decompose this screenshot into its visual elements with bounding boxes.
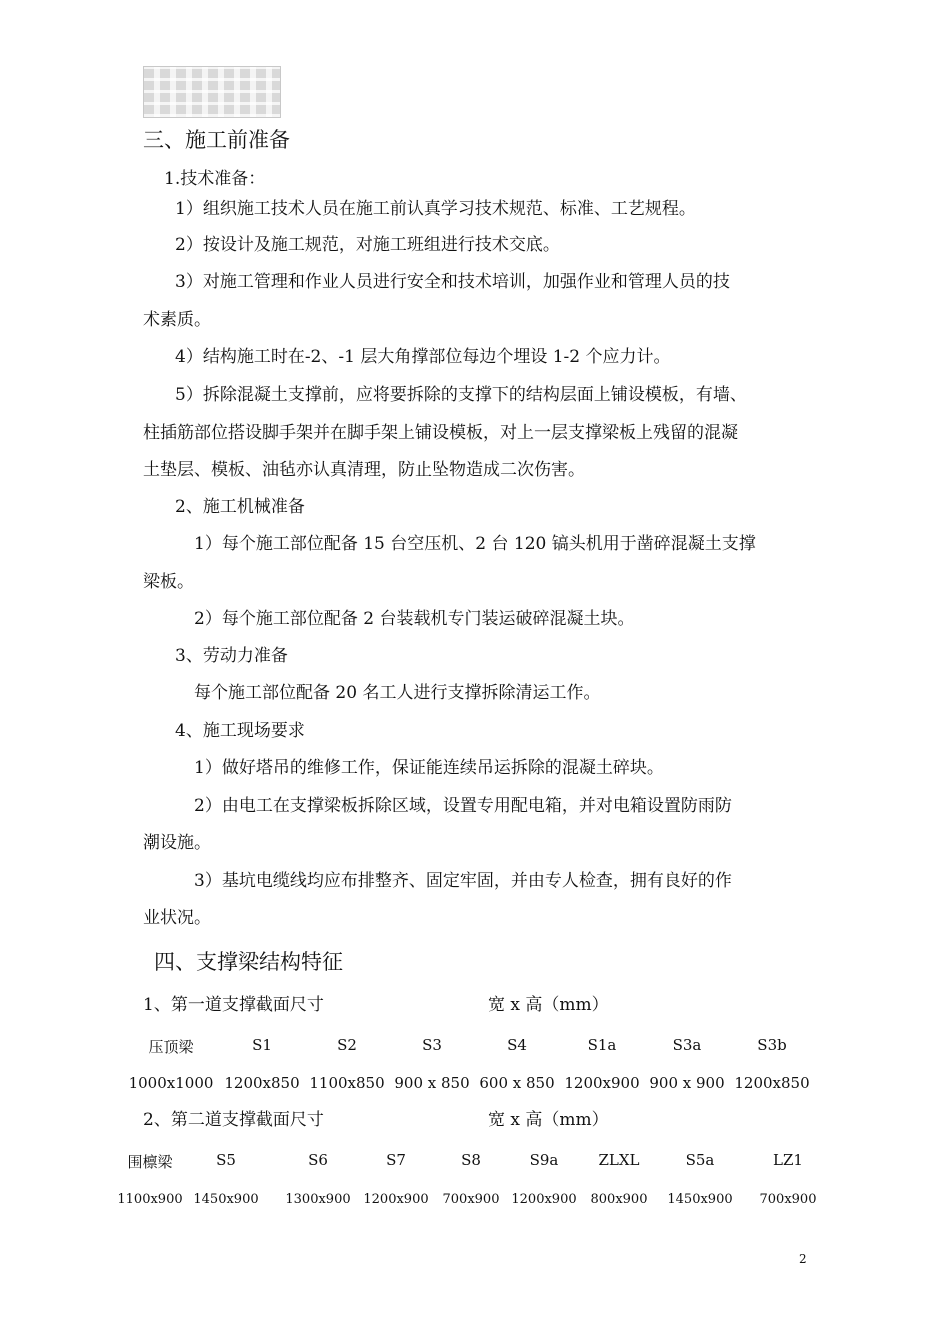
- table1-beam-size: 600 x 850: [479, 1074, 555, 1092]
- line-tech-1: 1）组织施工技术人员在施工前认真学习技术规范、标准、工艺规程。: [175, 199, 696, 219]
- table1-beam-name: S2: [337, 1036, 357, 1054]
- line-labor-prep: 3、劳动力准备: [175, 646, 288, 666]
- table1-beam-size: 1200x850: [224, 1074, 300, 1092]
- table2-beam-name: S8: [461, 1151, 481, 1169]
- table1-beam-size: 1000x1000: [128, 1074, 214, 1092]
- table2-beam-size: 1200x900: [363, 1192, 429, 1207]
- table2-beam-name: ZLXL: [598, 1151, 640, 1169]
- line-tech-2: 2）按设计及施工规范，对施工班组进行技术交底。: [175, 235, 560, 255]
- table2-beam-name: S5a: [685, 1151, 715, 1169]
- table2-beam-size: 1450x900: [667, 1192, 733, 1207]
- table2-beam-size: 700x900: [442, 1192, 500, 1207]
- table2-heading: 2、第二道支撑截面尺寸: [143, 1110, 324, 1130]
- table1-unit: 宽 x 高（mm）: [488, 995, 609, 1015]
- table1-beam-size: 1100x850: [309, 1074, 385, 1092]
- section4-title: 四、支撑梁结构特征: [154, 950, 343, 974]
- table2-beam-size: 1300x900: [285, 1192, 351, 1207]
- table2-beam-size: 1200x900: [511, 1192, 577, 1207]
- line-tech-5a: 5）拆除混凝土支撑前，应将要拆除的支撑下的结构层面上铺设模板，有墙、: [175, 385, 747, 405]
- table1-beam-size: 900 x 850: [394, 1074, 470, 1092]
- table2-beam-size: 800x900: [590, 1192, 648, 1207]
- table2-beam-name: S9a: [529, 1151, 559, 1169]
- table2-unit: 宽 x 高（mm）: [488, 1110, 609, 1130]
- line-tech-3a: 3）对施工管理和作业人员进行安全和技术培训，加强作业和管理人员的技: [175, 272, 730, 292]
- line-site-1: 1）做好塔吊的维修工作，保证能连续吊运拆除的混凝土碎块。: [194, 758, 664, 778]
- line-site-req: 4、施工现场要求: [175, 721, 305, 741]
- table2-beam-name: 围檩梁: [127, 1153, 173, 1171]
- line-labor-1: 每个施工部位配备 20 名工人进行支撑拆除清运工作。: [194, 683, 601, 703]
- line-tech-5c: 土垫层、模板、油毡亦认真清理，防止坠物造成二次伤害。: [143, 460, 585, 480]
- table1-beam-name: 压顶梁: [148, 1038, 194, 1056]
- table2-beam-size: 700x900: [759, 1192, 817, 1207]
- table1-heading: 1、第一道支撑截面尺寸: [143, 995, 324, 1015]
- table2-beam-size: 1450x900: [193, 1192, 259, 1207]
- line-site-3b: 业状况。: [143, 908, 211, 928]
- table2-beam-name: LZ1: [773, 1151, 803, 1169]
- table1-beam-name: S3a: [672, 1036, 702, 1054]
- table1-beam-name: S3: [422, 1036, 442, 1054]
- table2-beam-size: 1100x900: [117, 1192, 183, 1207]
- table1-beam-size: 900 x 900: [649, 1074, 725, 1092]
- line-site-2b: 潮设施。: [143, 833, 211, 853]
- line-tech-3b: 术素质。: [143, 310, 211, 330]
- table1-beam-size: 1200x850: [734, 1074, 810, 1092]
- line-machine-prep: 2、施工机械准备: [175, 497, 305, 517]
- line-tech-5b: 柱插筋部位搭设脚手架并在脚手架上铺设模板，对上一层支撑梁板上残留的混凝: [143, 423, 738, 443]
- line-machine-1a: 1）每个施工部位配备 15 台空压机、2 台 120 镐头机用于凿碎混凝土支撑: [194, 534, 756, 554]
- line-machine-1b: 梁板。: [143, 572, 194, 592]
- line-site-2a: 2）由电工在支撑梁板拆除区域，设置专用配电箱，并对电箱设置防雨防: [194, 796, 732, 816]
- table2-beam-name: S5: [216, 1151, 236, 1169]
- section3-title: 三、施工前准备: [143, 128, 290, 152]
- page-number: 2: [799, 1252, 807, 1266]
- table2-beam-name: S7: [386, 1151, 406, 1169]
- line-site-3a: 3）基坑电缆线均应布排整齐、固定牢固，并由专人检查，拥有良好的作: [194, 871, 732, 891]
- table1-beam-name: S4: [507, 1036, 527, 1054]
- table1-beam-size: 1200x900: [564, 1074, 640, 1092]
- line-tech-prep: 1.技术准备：: [164, 169, 266, 189]
- table1-beam-name: S1a: [587, 1036, 617, 1054]
- table2-beam-name: S6: [308, 1151, 328, 1169]
- line-tech-4: 4）结构施工时在-2、-1 层大角撑部位每边个埋设 1-2 个应力计。: [175, 347, 671, 367]
- header-logo-image: [143, 66, 281, 118]
- table1-beam-name: S1: [252, 1036, 272, 1054]
- line-machine-2: 2）每个施工部位配备 2 台装载机专门装运破碎混凝土块。: [194, 609, 635, 629]
- table1-beam-name: S3b: [757, 1036, 787, 1054]
